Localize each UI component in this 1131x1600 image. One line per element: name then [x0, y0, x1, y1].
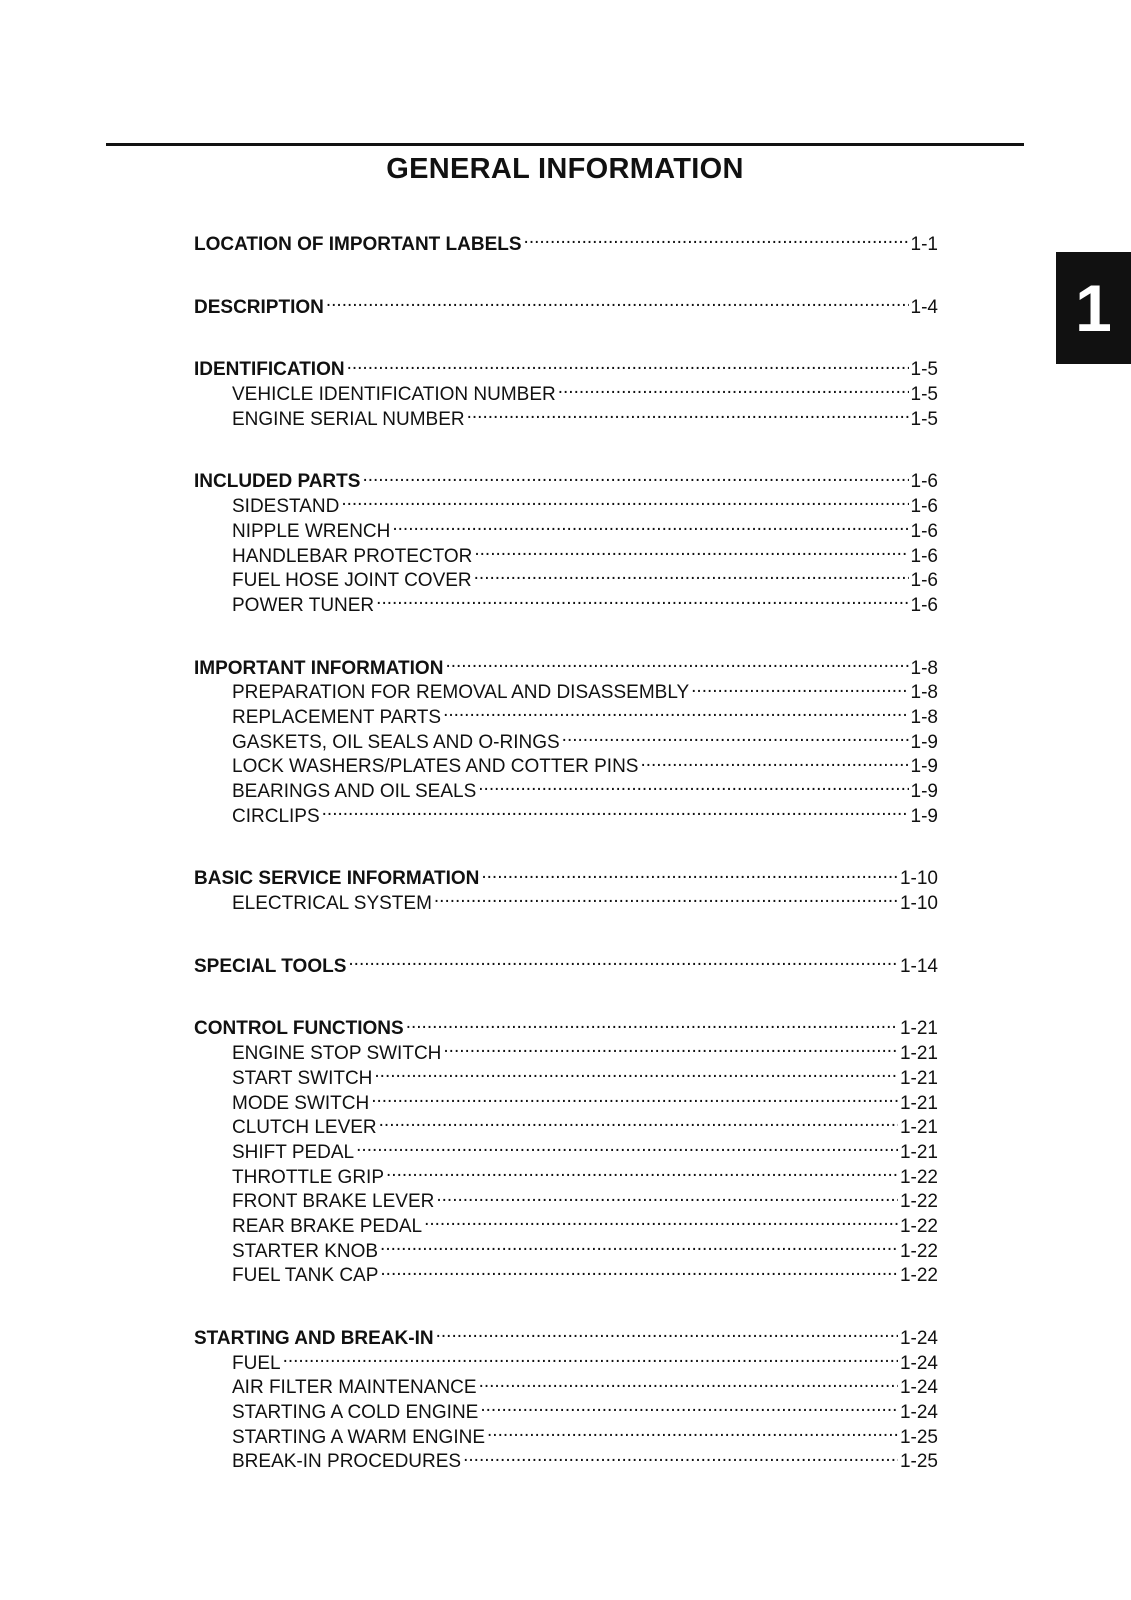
- toc-sub-entry[interactable]: [194, 1188, 938, 1213]
- toc-page-number: 1-9: [910, 731, 938, 753]
- toc-entry-label: BEARINGS AND OIL SEALS: [232, 781, 477, 802]
- dot-leader: [380, 1262, 898, 1281]
- dot-leader: [283, 1350, 898, 1369]
- toc-entry-label: GASKETS, OIL SEALS AND O-RINGS: [232, 731, 560, 753]
- toc-page-number: 1-8: [910, 657, 938, 679]
- toc-page-number: 1-10: [899, 893, 938, 915]
- toc-entry-label: FUEL HOSE JOINT COVER: [232, 570, 472, 592]
- toc-page-number: 1-8: [910, 682, 938, 704]
- dot-leader: [478, 778, 908, 797]
- dot-leader: [424, 1213, 898, 1232]
- dot-leader: [348, 953, 898, 972]
- toc-page-number: 1-21: [899, 1092, 938, 1114]
- toc-entry-label: CIRCLIPS: [232, 805, 320, 827]
- toc-entry-label: FUEL TANK CAP: [232, 1265, 379, 1287]
- toc-sub-entry[interactable]: [194, 704, 938, 729]
- dot-leader: [379, 1114, 898, 1133]
- toc-sub-entry[interactable]: [194, 1238, 938, 1263]
- toc-entry-label: ENGINE STOP SWITCH: [232, 1043, 442, 1065]
- toc-page-number: 1-24: [899, 1328, 938, 1349]
- toc-page-number: 1-6: [910, 471, 938, 493]
- toc-page-number: 1-21: [899, 1018, 938, 1040]
- dot-leader: [691, 679, 908, 698]
- dot-leader: [443, 704, 908, 723]
- toc-entry-label: NIPPLE WRENCH: [232, 520, 391, 542]
- toc-entry-label: SIDESTAND: [232, 496, 340, 518]
- toc-entry-label: SPECIAL TOOLS: [194, 955, 347, 977]
- toc-sub-entry[interactable]: [194, 1114, 938, 1139]
- toc-sub-entry[interactable]: [194, 1350, 938, 1375]
- toc-main-entry[interactable]: [194, 953, 938, 978]
- toc-page-number: 1-10: [899, 868, 938, 890]
- toc-page-number: 1-8: [910, 706, 938, 728]
- toc-page-number: 1-5: [910, 359, 938, 381]
- toc-sub-entry[interactable]: [194, 592, 938, 617]
- dot-leader: [524, 231, 909, 250]
- toc-main-entry[interactable]: [194, 294, 938, 319]
- toc-entry-label: ELECTRICAL SYSTEM: [232, 893, 432, 915]
- toc-entry-label: FUEL: [232, 1352, 281, 1374]
- dot-leader: [374, 1065, 898, 1084]
- toc-sub-entry[interactable]: [194, 567, 938, 592]
- dot-leader: [386, 1164, 898, 1183]
- toc-sub-entry[interactable]: [194, 729, 938, 754]
- dot-leader: [480, 1399, 898, 1418]
- toc-entry-label: POWER TUNER: [232, 594, 375, 616]
- toc-page-number: 1-22: [899, 1215, 938, 1237]
- dot-leader: [463, 1448, 898, 1467]
- toc-page-number: 1-4: [910, 296, 938, 318]
- toc-sub-entry[interactable]: [194, 778, 938, 803]
- toc-section: [194, 1325, 938, 1473]
- toc-sub-entry[interactable]: [194, 543, 938, 568]
- toc-entry-label: REPLACEMENT PARTS: [232, 706, 442, 728]
- dot-leader: [487, 1424, 898, 1443]
- dot-leader: [436, 1325, 898, 1344]
- dot-leader: [347, 356, 909, 375]
- dot-leader: [376, 592, 908, 611]
- toc-page-number: 1-6: [910, 594, 938, 616]
- toc-entry-label: DESCRIPTION: [194, 296, 324, 318]
- toc-entry-label: VEHICLE IDENTIFICATION NUMBER: [232, 384, 556, 406]
- toc-entry-label: BREAK-IN PROCEDURES: [232, 1451, 462, 1473]
- page-title: GENERAL INFORMATION: [386, 153, 744, 185]
- toc-entry-label: START SWITCH: [232, 1067, 373, 1089]
- toc-sub-entry[interactable]: [194, 753, 938, 778]
- toc-sub-entry[interactable]: [194, 1090, 938, 1115]
- toc-entry-label: FRONT BRAKE LEVER: [232, 1191, 435, 1213]
- toc-sub-entry[interactable]: [194, 1399, 938, 1424]
- toc-page-number: 1-6: [910, 520, 938, 542]
- dot-leader: [434, 890, 898, 909]
- toc-page-number: 1-24: [899, 1377, 938, 1399]
- toc-entry-label: STARTING A COLD ENGINE: [232, 1402, 479, 1424]
- toc-entry-label: IDENTIFICATION: [194, 359, 345, 381]
- toc-entry-label: MODE SWITCH: [232, 1092, 370, 1114]
- toc-main-entry[interactable]: [194, 1015, 938, 1040]
- toc-entry-label: CLUTCH LEVER: [232, 1117, 377, 1139]
- toc-sub-entry[interactable]: [194, 406, 938, 431]
- toc-sub-entry[interactable]: [194, 679, 938, 704]
- dot-leader: [356, 1139, 898, 1158]
- toc-entry-label: SHIFT PEDAL: [232, 1141, 355, 1163]
- toc-page-number: 1-6: [910, 570, 938, 592]
- toc-section: [194, 655, 938, 828]
- toc-section: [194, 865, 938, 914]
- toc-entry-label: ENGINE SERIAL NUMBER: [232, 408, 465, 430]
- toc-page-number: 1-21: [899, 1141, 938, 1163]
- dot-leader: [436, 1188, 898, 1207]
- dot-leader: [558, 381, 909, 400]
- toc-entry-label: LOCATION OF IMPORTANT LABELS: [194, 234, 522, 255]
- toc-sub-entry[interactable]: [194, 1448, 938, 1473]
- toc-sub-entry[interactable]: [194, 1164, 938, 1189]
- dot-leader: [474, 567, 909, 586]
- toc-page-number: 1-21: [899, 1043, 938, 1065]
- dot-leader: [362, 468, 908, 487]
- toc-entry-label: REAR BRAKE PEDAL: [232, 1215, 423, 1237]
- toc-page-number: 1-25: [899, 1426, 938, 1448]
- toc-section: [194, 231, 938, 256]
- toc-sub-entry[interactable]: [194, 1065, 938, 1090]
- toc-page-number: 1-22: [899, 1166, 938, 1188]
- toc-page-number: 1-21: [899, 1117, 938, 1139]
- toc-sub-entry[interactable]: [194, 493, 938, 518]
- toc-page-number: 1-25: [899, 1451, 938, 1473]
- toc-entry-label: INCLUDED PARTS: [194, 471, 361, 493]
- toc-page-number: 1-6: [910, 545, 938, 567]
- toc-sub-entry[interactable]: [194, 1374, 938, 1399]
- toc-page-number: 1-6: [910, 496, 938, 518]
- toc-section: [194, 1015, 938, 1287]
- toc-main-entry[interactable]: [194, 655, 938, 680]
- chapter-tab: 1: [1056, 252, 1131, 364]
- toc-entry-label: STARTING A WARM ENGINE: [232, 1426, 486, 1448]
- table-of-contents: [194, 231, 938, 1511]
- toc-sub-entry[interactable]: [194, 1139, 938, 1164]
- toc-page-number: 1-24: [899, 1402, 938, 1424]
- toc-entry-label: PREPARATION FOR REMOVAL AND DISASSEMBLY: [232, 682, 690, 704]
- dot-leader: [392, 518, 908, 537]
- dot-leader: [479, 1374, 898, 1393]
- toc-page-number: 1-1: [910, 234, 938, 255]
- title-rule: [106, 143, 1024, 146]
- toc-page-number: 1-9: [910, 756, 938, 778]
- toc-entry-label: AIR FILTER MAINTENANCE: [232, 1377, 477, 1399]
- toc-main-entry[interactable]: [194, 1325, 938, 1350]
- toc-entry-label: HANDLEBAR PROTECTOR: [232, 545, 473, 567]
- toc-section: [194, 356, 938, 430]
- toc-page-number: 1-24: [899, 1352, 938, 1374]
- toc-page-number: 1-5: [910, 408, 938, 430]
- toc-entry-label: LOCK WASHERS/PLATES AND COTTER PINS: [232, 756, 639, 778]
- dot-leader: [371, 1090, 898, 1109]
- toc-page-number: 1-21: [899, 1067, 938, 1089]
- dot-leader: [467, 406, 909, 425]
- toc-main-entry[interactable]: [194, 865, 938, 890]
- dot-leader: [322, 803, 909, 822]
- dot-leader: [474, 543, 908, 562]
- toc-page-number: 1-14: [899, 955, 938, 977]
- toc-sub-entry[interactable]: [194, 890, 938, 915]
- dot-leader: [443, 1040, 898, 1059]
- dot-leader: [326, 294, 909, 313]
- toc-page-number: 1-9: [910, 781, 938, 802]
- dot-leader: [640, 753, 908, 772]
- toc-section: [194, 468, 938, 616]
- toc-sub-entry[interactable]: [194, 1040, 938, 1065]
- toc-page-number: 1-22: [899, 1240, 938, 1262]
- toc-sub-entry[interactable]: [194, 1262, 938, 1287]
- toc-page-number: 1-22: [899, 1265, 938, 1287]
- dot-leader: [406, 1015, 898, 1034]
- toc-page-number: 1-22: [899, 1191, 938, 1213]
- toc-section: [194, 953, 938, 978]
- toc-entry-label: BASIC SERVICE INFORMATION: [194, 868, 480, 890]
- toc-page-number: 1-5: [910, 384, 938, 406]
- toc-entry-label: IMPORTANT INFORMATION: [194, 657, 444, 679]
- toc-entry-label: CONTROL FUNCTIONS: [194, 1018, 404, 1040]
- dot-leader: [380, 1238, 898, 1257]
- dot-leader: [341, 493, 908, 512]
- toc-entry-label: STARTER KNOB: [232, 1240, 379, 1262]
- toc-sub-entry[interactable]: [194, 1213, 938, 1238]
- dot-leader: [445, 655, 908, 674]
- toc-main-entry[interactable]: [194, 231, 938, 256]
- toc-sub-entry[interactable]: [194, 803, 938, 828]
- toc-main-entry[interactable]: [194, 468, 938, 493]
- toc-sub-entry[interactable]: [194, 381, 938, 406]
- toc-page-number: 1-9: [910, 805, 938, 827]
- toc-entry-label: STARTING AND BREAK-IN: [194, 1328, 434, 1349]
- dot-leader: [562, 729, 909, 748]
- toc-entry-label: THROTTLE GRIP: [232, 1166, 385, 1188]
- toc-sub-entry[interactable]: [194, 518, 938, 543]
- dot-leader: [481, 865, 898, 884]
- toc-section: [194, 294, 938, 319]
- toc-sub-entry[interactable]: [194, 1424, 938, 1449]
- toc-main-entry[interactable]: [194, 356, 938, 381]
